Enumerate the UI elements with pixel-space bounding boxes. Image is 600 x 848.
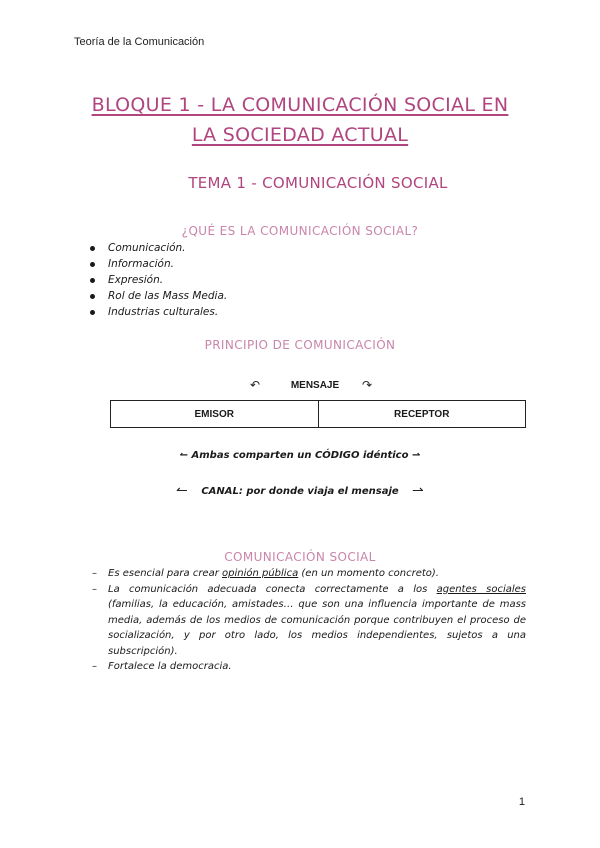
section-heading-social: COMUNICACIÓN SOCIAL (224, 550, 376, 564)
dash-marker: – (92, 568, 97, 579)
dash-list (92, 566, 526, 675)
item-text: (familias, la educación, amistades… que son una influencia importante de mass media, además de los medios de comunicación porque contribuyen el proceso de socialización, y por otro lado, los medios independientes, sujetos a una subscripción). (108, 599, 526, 657)
arrow-left-icon: ↼ (176, 482, 188, 498)
section-heading-principle: PRINCIPIO DE COMUNICACIÓN (204, 338, 396, 352)
topic-title: TEMA 1 - COMUNICACIÓN SOCIAL (188, 174, 448, 192)
page-number: 1 (518, 796, 525, 808)
list-item: Comunicación. (90, 240, 227, 256)
arrow-right-icon: ⇀ (411, 450, 421, 461)
running-header: Teoría de la Comunicación (74, 36, 205, 48)
list-item: Industrias culturales. (90, 304, 227, 320)
codigo-note (0, 450, 600, 461)
list-item: Información. (90, 256, 227, 272)
item-text: (en un momento concreto). (298, 568, 439, 579)
curved-arrow-right-icon: ↷ (362, 378, 373, 392)
title-line-2: LA SOCIEDAD ACTUAL (191, 124, 409, 146)
list-item (92, 659, 526, 675)
receptor-cell: RECEPTOR (318, 401, 526, 428)
mensaje-label: MENSAJE (290, 380, 340, 391)
item-text: La comunicación adecuada conecta correctamente a los (108, 583, 437, 595)
underlined-term: opinión pública (222, 568, 299, 579)
item-text: Fortalece la democracia. (108, 661, 232, 672)
page-title (60, 90, 540, 150)
canal-note: CANAL: por donde viaja el mensaje (201, 486, 399, 497)
item-text: Es esencial para crear (108, 568, 222, 579)
underlined-term: agentes sociales (436, 583, 526, 595)
communication-table (110, 400, 526, 428)
dash-marker: – (92, 583, 97, 595)
arrow-left-icon: ↼ (179, 450, 189, 461)
list-item: Expresión. (90, 272, 227, 288)
list-item (92, 566, 526, 582)
title-line-1: BLOQUE 1 - LA COMUNICACIÓN SOCIAL EN (91, 94, 509, 116)
dash-marker: – (92, 661, 97, 672)
list-item (92, 582, 526, 660)
list-item: Rol de las Mass Media. (90, 288, 227, 304)
emisor-cell: EMISOR (111, 401, 319, 428)
codigo-text: Ambas comparten un CÓDIGO idéntico (191, 450, 409, 461)
arrow-right-icon: ⇀ (412, 482, 424, 498)
curved-arrow-left-icon: ↶ (250, 378, 261, 392)
section-heading-what-is: ¿QUÉ ES LA COMUNICACIÓN SOCIAL? (181, 224, 419, 238)
bullet-list (90, 240, 227, 320)
